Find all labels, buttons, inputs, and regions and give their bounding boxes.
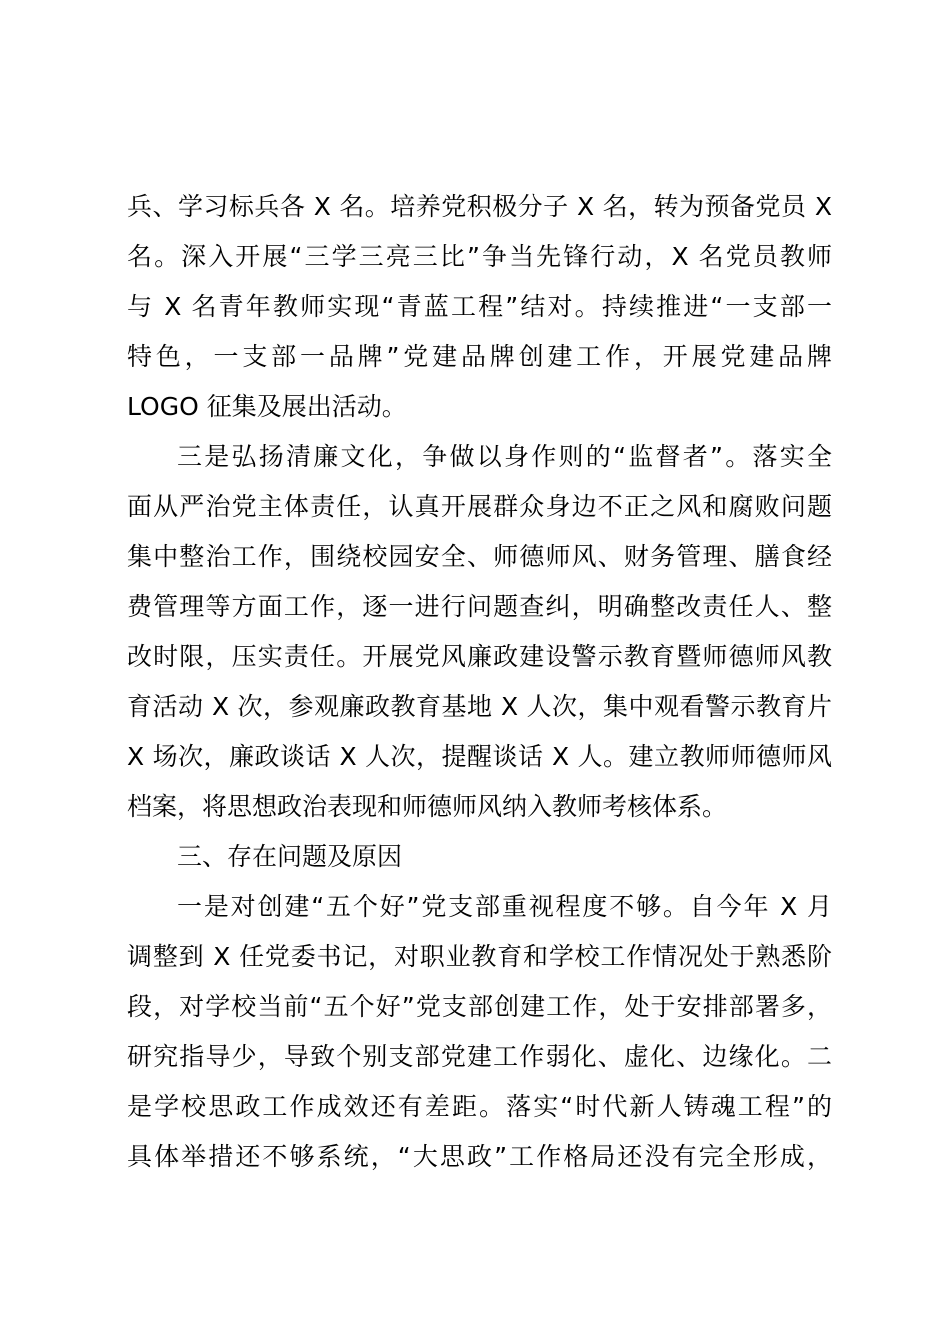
text-line: 是学校思政工作成效还有差距。落实“时代新人铸魂工程”的 bbox=[127, 1092, 832, 1121]
section-heading: 三、存在问题及原因 bbox=[177, 842, 403, 871]
text-line: 研究指导少，导致个别支部党建工作弱化、虚化、边缘化。二 bbox=[127, 1042, 832, 1071]
text-line: 段，对学校当前“五个好”党支部创建工作，处于安排部署多， bbox=[127, 992, 832, 1021]
text-line: LOGO 征集及展出活动。 bbox=[127, 392, 407, 421]
text-line: 调整到 X 任党委书记，对职业教育和学校工作情况处于熟悉阶 bbox=[127, 942, 832, 971]
text-line: 兵、学习标兵各 X 名。培养党积极分子 X 名，转为预备党员 X bbox=[127, 192, 832, 221]
document-body bbox=[127, 182, 832, 1182]
text-line: 育活动 X 次，参观廉政教育基地 X 人次，集中观看警示教育片 bbox=[127, 692, 832, 721]
paragraph-start-line: 三是弘扬清廉文化，争做以身作则的“监督者”。落实全 bbox=[177, 442, 832, 471]
text-line: 具体举措还不够系统，“大思政”工作格局还没有完全形成， bbox=[127, 1142, 832, 1171]
text-line: 名。深入开展“三学三亮三比”争当先锋行动，X 名党员教师 bbox=[127, 242, 832, 271]
text-line: 费管理等方面工作，逐一进行问题查纠，明确整改责任人、整 bbox=[127, 592, 832, 621]
text-line: 集中整治工作，围绕校园安全、师德师风、财务管理、膳食经 bbox=[127, 542, 832, 571]
text-line: 与 X 名青年教师实现“青蓝工程”结对。持续推进“一支部一 bbox=[127, 292, 832, 321]
paragraph-start-line: 一是对创建“五个好”党支部重视程度不够。自今年 X 月 bbox=[177, 892, 832, 921]
text-line: 档案，将思想政治表现和师德师风纳入教师考核体系。 bbox=[127, 792, 728, 821]
text-line: X 场次，廉政谈话 X 人次，提醒谈话 X 人。建立教师师德师风 bbox=[127, 742, 832, 771]
text-line: 面从严治党主体责任，认真开展群众身边不正之风和腐败问题 bbox=[127, 492, 832, 521]
text-line: 特色，一支部一品牌”党建品牌创建工作，开展党建品牌 bbox=[127, 342, 832, 371]
text-line: 改时限，压实责任。开展党风廉政建设警示教育暨师德师风教 bbox=[127, 642, 832, 671]
